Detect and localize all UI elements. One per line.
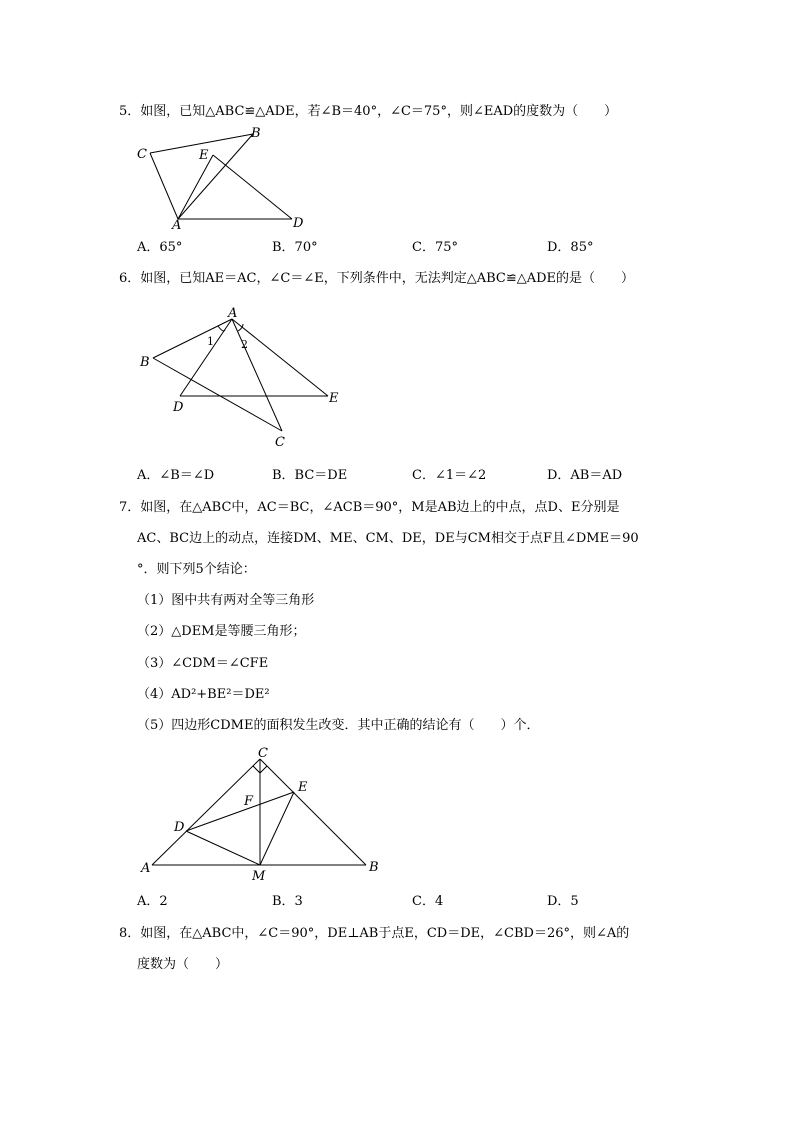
q5-label-c: C <box>137 147 147 162</box>
q7-stem-line1: 7．如图，在△ABC中，AC＝BC，∠ACB＝90°，M是AB边上的中点，点D、E分别是 <box>119 500 620 515</box>
q7-option-b[interactable]: B．3 <box>272 894 303 909</box>
q6-option-d[interactable]: D．AB＝AD <box>547 468 623 483</box>
q7-option-a[interactable]: A．2 <box>137 894 168 909</box>
q5-option-b[interactable]: B．70° <box>272 240 318 255</box>
q6-label-angle1: 1 <box>207 335 214 348</box>
q7-figure <box>137 744 387 884</box>
q7-label-d: D <box>174 820 185 835</box>
q6-label-c: C <box>275 435 285 450</box>
q7-label-e: E <box>298 780 308 795</box>
q5-label-a: A <box>172 218 182 233</box>
q7-conclusion-1: （1）图中共有两对全等三角形 <box>137 593 315 608</box>
q6-label-angle2: 2 <box>241 338 248 351</box>
q6-option-b[interactable]: B．BC＝DE <box>272 468 348 483</box>
q5-option-c[interactable]: C．75° <box>412 240 458 255</box>
q7-conclusion-4: （4）AD²+BE²＝DE² <box>137 687 270 702</box>
q5-lines <box>150 134 292 219</box>
q6-stem: 6．如图，已知AE＝AC，∠C＝∠E，下列条件中，无法判定△ABC≌△ADE的是（ ） <box>119 271 635 286</box>
q7-label-f: F <box>244 794 254 809</box>
q6-label-e: E <box>329 391 339 406</box>
q6-option-c[interactable]: C．∠1＝∠2 <box>412 468 487 483</box>
q5-label-d: D <box>293 216 304 231</box>
q5-option-d[interactable]: D．85° <box>547 240 594 255</box>
q7-label-b: B <box>369 860 379 875</box>
q7-label-c: C <box>258 746 268 761</box>
q6-option-a[interactable]: A．∠B＝∠D <box>137 468 215 483</box>
q5-stem: 5．如图，已知△ABC≌△ADE，若∠B＝40°，∠C＝75°，则∠EAD的度数为（ ） <box>119 104 618 119</box>
q7-stem-line2: AC、BC边上的动点，连接DM、ME、CM、DE，DE与CM相交于点F且∠DME＝90 <box>137 531 639 546</box>
q7-conclusion-2: （2）△DEM是等腰三角形； <box>137 624 306 639</box>
q5-figure <box>130 122 320 234</box>
q7-label-m: M <box>252 869 266 884</box>
q5-label-e: E <box>199 148 209 163</box>
q6-label-b: B <box>140 355 150 370</box>
q7-lines <box>152 759 366 865</box>
q5-option-a[interactable]: A．65° <box>137 240 183 255</box>
q7-option-d[interactable]: D．5 <box>547 894 579 909</box>
q8-stem-line1: 8．如图，在△ABC中，∠C＝90°，DE⊥AB于点E，CD＝DE，∠CBD＝26°，则∠A的 <box>119 926 630 941</box>
q6-label-a: A <box>228 306 238 321</box>
q7-conclusion-3: （3）∠CDM＝∠CFE <box>137 656 269 671</box>
q6-label-d: D <box>173 400 184 415</box>
q8-stem-line2: 度数为（ ） <box>137 957 229 972</box>
q5-label-b: B <box>251 126 261 141</box>
q7-conclusion-5: （5）四边形CDME的面积发生改变．其中正确的结论有（ ）个． <box>137 718 540 733</box>
q7-option-c[interactable]: C．4 <box>412 894 444 909</box>
q6-figure <box>135 303 350 451</box>
q7-label-a: A <box>141 861 151 876</box>
q7-stem-line3: °．则下列5个结论： <box>137 562 256 577</box>
